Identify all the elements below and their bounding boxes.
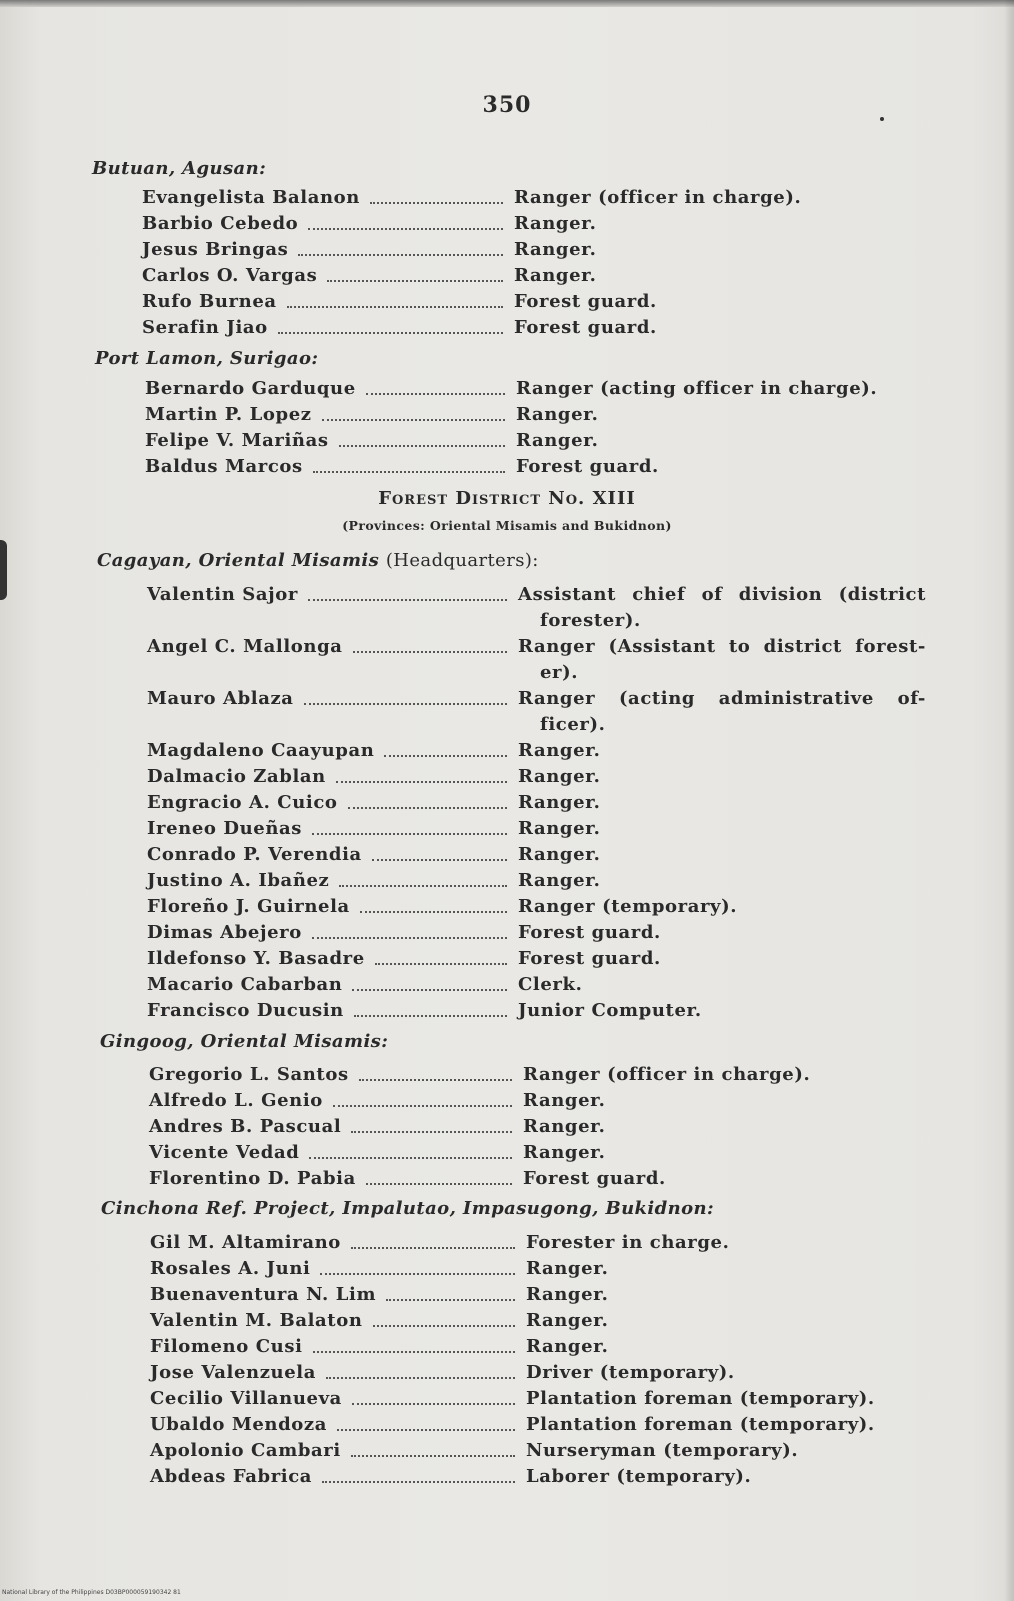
entry-name: Angel C. Mallonga [147,636,343,657]
section-heading-gingoog-oriental-misamis [100,1031,388,1052]
roster-entry [147,792,926,818]
leader-dots [354,1015,507,1017]
entry-role: Ranger. [518,766,601,787]
entry-role: Ranger. [526,1258,609,1279]
entry-name: Dalmacio Zablan [147,766,326,787]
leader-dots [336,781,507,783]
leader-dots [320,1273,515,1275]
entry-name: Dimas Abejero [147,922,302,943]
entry-name: Felipe V. Mariñas [145,430,329,451]
entry-name: Filomeno Cusi [150,1336,303,1357]
roster-entry [149,1142,927,1168]
roster-entry [145,378,926,404]
entry-role-line-2: er). [540,662,579,683]
leader-dots [360,911,507,913]
entry-name: Gil M. Altamirano [150,1232,341,1253]
leader-dots [278,332,503,334]
entry-role: Ranger. [526,1284,609,1305]
roster-entry [142,317,926,343]
roster-entry [150,1310,926,1336]
section-heading-cagayan-oriental-misamis [97,550,539,571]
roster-entry [150,1414,926,1440]
entry-role-line-2: ficer). [540,714,606,735]
section-heading-text: Butuan, Agusan: [92,158,267,179]
leader-dots [366,1183,512,1185]
leader-dots [366,393,505,395]
entry-name: Valentin Sajor [147,584,298,605]
entry-role: Ranger. [526,1310,609,1331]
entry-name: Francisco Ducusin [147,1000,344,1021]
entry-name: Justino A. Ibañez [147,870,330,891]
roster-entry [150,1362,926,1388]
roster-entry [150,1284,926,1310]
page-number: 350 [482,92,532,118]
entry-role: Ranger. [526,1336,609,1357]
leader-dots [337,1429,515,1431]
entry-role-line-1: Ranger (acting administrative of- [518,688,926,709]
section-heading-suffix: (Headquarters): [385,550,539,571]
section-heading-text: Cagayan, Oriental Misamis [97,550,380,571]
scan-right-shadow [1004,0,1014,1601]
entry-role: Ranger. [523,1116,606,1137]
leader-dots [353,651,507,653]
leader-dots [308,228,503,230]
entry-name: Apolonio Cambari [150,1440,341,1461]
section-heading-text: Gingoog, Oriental Misamis: [100,1031,389,1052]
leader-dots [327,280,503,282]
entry-role: Ranger. [518,844,601,865]
leader-dots [351,1455,515,1457]
leader-dots [386,1299,515,1301]
roster-entry [142,265,926,291]
entry-role: Ranger (officer in charge). [523,1064,811,1085]
leader-dots [312,937,507,939]
roster-entry [149,1116,927,1142]
entry-name: Jose Valenzuela [150,1362,316,1383]
entry-role-line-1: Assistant chief of division (district [518,584,926,605]
entry-role: Junior Computer. [518,1000,702,1021]
roster-entry [149,1064,927,1090]
entry-role: Clerk. [518,974,583,995]
roster-entry [147,766,926,792]
roster-entry [150,1466,926,1492]
entry-name: Cecilio Villanueva [150,1388,342,1409]
entry-name: Jesus Bringas [142,239,289,260]
entry-name: Vicente Vedad [149,1142,300,1163]
roster-entry [147,688,926,735]
entry-name: Ildefonso Y. Basadre [147,948,365,969]
entry-name: Ubaldo Mendoza [150,1414,327,1435]
section-heading-cinchona-ref-project-impalutao-impasugong-bukidnon [101,1198,714,1219]
entry-role: Forester in charge. [526,1232,730,1253]
entry-name: Alfredo L. Genio [149,1090,323,1111]
roster-entry [147,818,926,844]
leader-dots [352,989,507,991]
leader-dots [339,885,507,887]
leader-dots [370,202,503,204]
scan-footer: National Library of the Philippines D03BP000059190342 81 [2,1589,181,1596]
leader-dots [322,419,505,421]
roster-entry [145,430,926,456]
leader-dots [351,1131,512,1133]
entry-role: Ranger. [514,213,597,234]
entry-role: Driver (temporary). [526,1362,735,1383]
entry-name: Conrado P. Verendia [147,844,362,865]
entry-role: Ranger. [514,239,597,260]
leader-dots [384,755,507,757]
roster-entry [142,291,926,317]
roster-entry [150,1336,926,1362]
leader-dots [372,859,507,861]
entry-role: Ranger. [523,1142,606,1163]
roster-entry [145,456,926,482]
leader-dots [312,833,507,835]
entry-name: Magdaleno Caayupan [147,740,375,761]
leader-dots [326,1377,515,1379]
entry-name: Rufo Burnea [142,291,277,312]
roster-entry [145,404,926,430]
entry-name: Evangelista Balanon [142,187,360,208]
entry-name: Florentino D. Pabia [149,1168,356,1189]
leader-dots [304,703,507,705]
section-heading-text: Cinchona Ref. Project, Impalutao, Impasugong, Bukidnon: [101,1198,715,1219]
leader-dots [309,1157,512,1159]
roster-entry [147,870,926,896]
entry-role: Forest guard. [518,922,661,943]
district-title: Forest District No. XIII [378,488,636,509]
entry-role: Ranger (officer in charge). [514,187,802,208]
entry-role [518,686,926,738]
entry-role: Ranger. [518,870,601,891]
scan-top-edge [0,0,1014,7]
entry-role: Ranger. [518,740,601,761]
roster-entry [147,948,926,974]
entry-name: Valentin M. Balaton [150,1310,363,1331]
section-heading-text: Port Lamon, Surigao: [95,348,319,369]
district-subtitle: (Provinces: Oriental Misamis and Bukidnon) [342,518,672,533]
leader-dots [352,1403,515,1405]
leader-dots [333,1105,512,1107]
entry-name: Engracio A. Cuico [147,792,338,813]
entry-name: Martin P. Lopez [145,404,312,425]
entry-name: Floreño J. Guirnela [147,896,350,917]
entry-name: Ireneo Dueñas [147,818,302,839]
section-heading-butuan-agusan [92,158,266,179]
roster-entry [147,896,926,922]
leader-dots [322,1481,515,1483]
roster-entry [150,1440,926,1466]
entry-role: Ranger. [516,404,599,425]
roster-entry [150,1388,926,1414]
roster-entry [142,239,926,265]
entry-role [518,634,926,686]
entry-role: Forest guard. [514,291,657,312]
entry-role: Plantation foreman (temporary). [526,1388,875,1409]
entry-name: Macario Cabarban [147,974,343,995]
roster-entry [149,1168,927,1194]
entry-role [518,582,926,634]
roster-entry [142,187,926,213]
leader-dots [375,963,507,965]
entry-name: Baldus Marcos [145,456,303,477]
leader-dots [313,1351,515,1353]
entry-role: Ranger (temporary). [518,896,738,917]
leader-dots [373,1325,515,1327]
entry-role: Forest guard. [518,948,661,969]
entry-role-line-2: forester). [540,610,641,631]
entry-role: Laborer (temporary). [526,1466,752,1487]
entry-role: Ranger. [523,1090,606,1111]
entry-role: Plantation foreman (temporary). [526,1414,875,1435]
entry-name: Barbio Cebedo [142,213,299,234]
leader-dots [359,1079,512,1081]
roster-entry [147,1000,926,1026]
roster-entry [147,636,926,683]
leader-dots [339,445,505,447]
entry-role: Ranger. [518,818,601,839]
entry-role-line-1: Ranger (Assistant to district forest- [518,636,926,657]
leader-dots [308,599,507,601]
entry-role: Ranger. [516,430,599,451]
entry-name: Andres B. Pascual [149,1116,342,1137]
scan-binding-mark [0,540,7,600]
roster-entry [147,974,926,1000]
entry-role: Ranger. [518,792,601,813]
entry-name: Buenaventura N. Lim [150,1284,377,1305]
roster-entry [147,740,926,766]
entry-name: Mauro Ablaza [147,688,294,709]
section-heading-port-lamon-surigao [95,348,318,369]
roster-entry [142,213,926,239]
leader-dots [287,306,503,308]
entry-role: Forest guard. [514,317,657,338]
entry-name: Carlos O. Vargas [142,265,318,286]
leader-dots [351,1247,515,1249]
entry-role: Forest guard. [523,1168,666,1189]
roster-entry [149,1090,927,1116]
entry-role: Nurseryman (temporary). [526,1440,799,1461]
entry-name: Bernardo Garduque [145,378,356,399]
leader-dots [313,471,505,473]
roster-entry [147,844,926,870]
roster-entry [147,584,926,631]
entry-role: Ranger (acting officer in charge). [516,378,878,399]
leader-dots [348,807,507,809]
roster-entry [150,1232,926,1258]
entry-name: Serafin Jiao [142,317,268,338]
leader-dots [298,254,503,256]
entry-name: Abdeas Fabrica [150,1466,313,1487]
roster-entry [150,1258,926,1284]
roster-entry [147,922,926,948]
entry-name: Gregorio L. Santos [149,1064,349,1085]
entry-role: Ranger. [514,265,597,286]
entry-name: Rosales A. Juni [150,1258,311,1279]
entry-role: Forest guard. [516,456,659,477]
